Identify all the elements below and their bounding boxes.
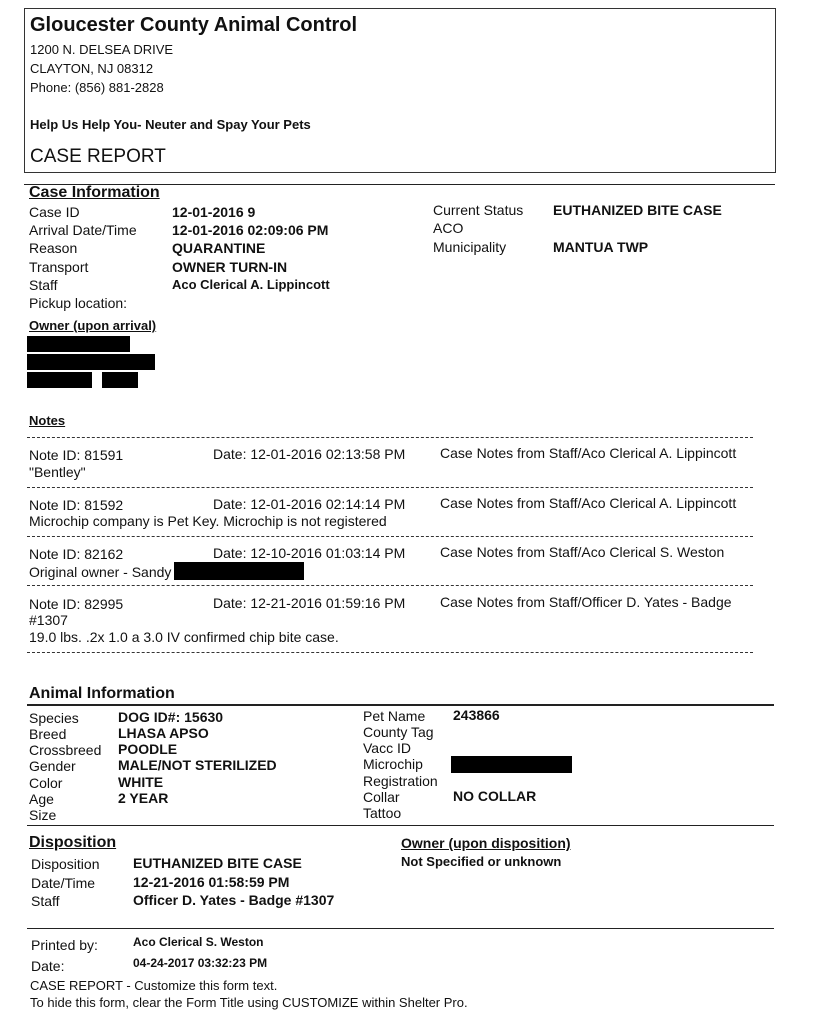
transport-value: OWNER TURN-IN [172,259,288,275]
crossbreed-value: POODLE [118,741,178,757]
redaction-owner-line-3b [102,372,138,388]
note-id: Note ID: 82162 [29,546,124,562]
address-line-1: 1200 N. DELSEA DRIVE [30,42,174,57]
form-title: CASE REPORT [30,146,166,167]
printed-date-label: Date: [31,958,65,974]
redaction-owner-line-1 [27,336,130,352]
case-id-value: 12-01-2016 9 [172,204,256,220]
redaction-microchip [451,756,572,773]
address-line-2: CLAYTON, NJ 08312 [30,61,154,76]
municipality-value: MANTUA TWP [553,239,649,255]
note-id: Note ID: 81592 [29,497,124,513]
notes-divider-4 [27,652,753,653]
redaction-note-owner [174,562,304,580]
redaction-owner-line-2 [27,354,155,370]
tattoo-label: Tattoo [363,805,402,821]
status-label: Current Status [433,202,524,218]
note-text: "Bentley" [29,464,86,480]
status-value: EUTHANIZED BITE CASE [553,202,722,218]
disposition-staff-label: Staff [31,893,60,909]
age-value: 2 YEAR [118,790,169,806]
staff-label: Staff [29,277,58,293]
pet-name-value: 243866 [453,707,500,723]
crossbreed-label: Crossbreed [29,742,102,758]
redaction-owner-line-3a [27,372,92,388]
county-tag-label: County Tag [363,724,434,740]
gender-value: MALE/NOT STERILIZED [118,757,277,773]
size-label: Size [29,807,57,823]
note-id: Note ID: 82995 [29,596,124,612]
staff-value: Aco Clerical A. Lippincott [172,277,330,292]
disposition-label: Disposition [31,856,100,872]
note-date: Date: 12-01-2016 02:13:58 PM [213,446,406,462]
registration-label: Registration [363,773,438,789]
disposition-value: EUTHANIZED BITE CASE [133,855,302,871]
pickup-label: Pickup location: [29,295,128,311]
notes-divider-3 [27,585,753,586]
animal-info-rule [27,704,774,706]
footer-note-1: CASE REPORT - Customize this form text. [30,978,278,993]
footer-note-2: To hide this form, clear the Form Title using CUSTOMIZE within Shelter Pro. [30,995,468,1010]
color-label: Color [29,775,63,791]
reason-label: Reason [29,240,78,256]
disposition-datetime-value: 12-21-2016 01:58:59 PM [133,874,290,890]
reason-value: QUARANTINE [172,240,266,256]
note-date: Date: 12-01-2016 02:14:14 PM [213,496,406,512]
municipality-label: Municipality [433,239,507,255]
note-date: Date: 12-10-2016 01:03:14 PM [213,545,406,561]
collar-value: NO COLLAR [453,788,537,804]
notes-divider-1 [27,487,753,488]
gender-label: Gender [29,758,76,774]
owner-disposition-value: Not Specified or unknown [401,854,562,869]
disposition-staff-value: Officer D. Yates - Badge #1307 [133,892,335,908]
species-value: DOG ID#: 15630 [118,709,224,725]
disposition-heading: Disposition [29,834,117,851]
arrival-value: 12-01-2016 02:09:06 PM [172,222,329,238]
notes-divider-2 [27,536,753,537]
aco-label: ACO [433,220,464,236]
note-text: 19.0 lbs. .2x 1.0 a 3.0 IV confirmed chip bite case. [29,629,339,645]
notes-heading: Notes [29,413,66,428]
color-value: WHITE [118,774,164,790]
arrival-label: Arrival Date/Time [29,222,137,238]
note-author: Case Notes from Staff/Aco Clerical A. Lippincott [440,495,737,511]
note-author: Case Notes from Staff/Aco Clerical A. Lippincott [440,445,737,461]
note-author: Case Notes from Staff/Aco Clerical S. Weston [440,544,725,560]
note-text: #1307 [29,612,68,628]
phone: Phone: (856) 881-2828 [30,80,164,95]
species-label: Species [29,710,79,726]
note-id: Note ID: 81591 [29,447,124,463]
case-info-heading: Case Information [29,184,160,201]
disposition-datetime-label: Date/Time [31,875,96,891]
notes-divider-0 [27,437,753,438]
footer-rule [27,928,774,929]
org-name: Gloucester County Animal Control [30,14,358,36]
note-text: Original owner - Sandy [29,564,172,580]
owner-arrival-heading: Owner (upon arrival) [29,318,157,333]
vacc-id-label: Vacc ID [363,740,411,756]
slogan: Help Us Help You- Neuter and Spay Your Pets [30,117,311,132]
transport-label: Transport [29,259,89,275]
owner-disposition-heading: Owner (upon disposition) [401,835,571,851]
note-text: Microchip company is Pet Key. Microchip is not registered [29,513,387,529]
breed-value: LHASA APSO [118,725,209,741]
printed-date-value: 04-24-2017 03:32:23 PM [133,956,268,970]
collar-label: Collar [363,789,400,805]
breed-label: Breed [29,726,67,742]
note-author: Case Notes from Staff/Officer D. Yates - Badge [440,594,732,610]
printed-by-value: Aco Clerical S. Weston [133,935,264,949]
note-date: Date: 12-21-2016 01:59:16 PM [213,595,406,611]
animal-info-heading: Animal Information [29,685,175,702]
disposition-rule [27,825,774,826]
printed-by-label: Printed by: [31,937,98,953]
microchip-label: Microchip [363,756,423,772]
case-id-label: Case ID [29,204,80,220]
age-label: Age [29,791,54,807]
pet-name-label: Pet Name [363,708,426,724]
